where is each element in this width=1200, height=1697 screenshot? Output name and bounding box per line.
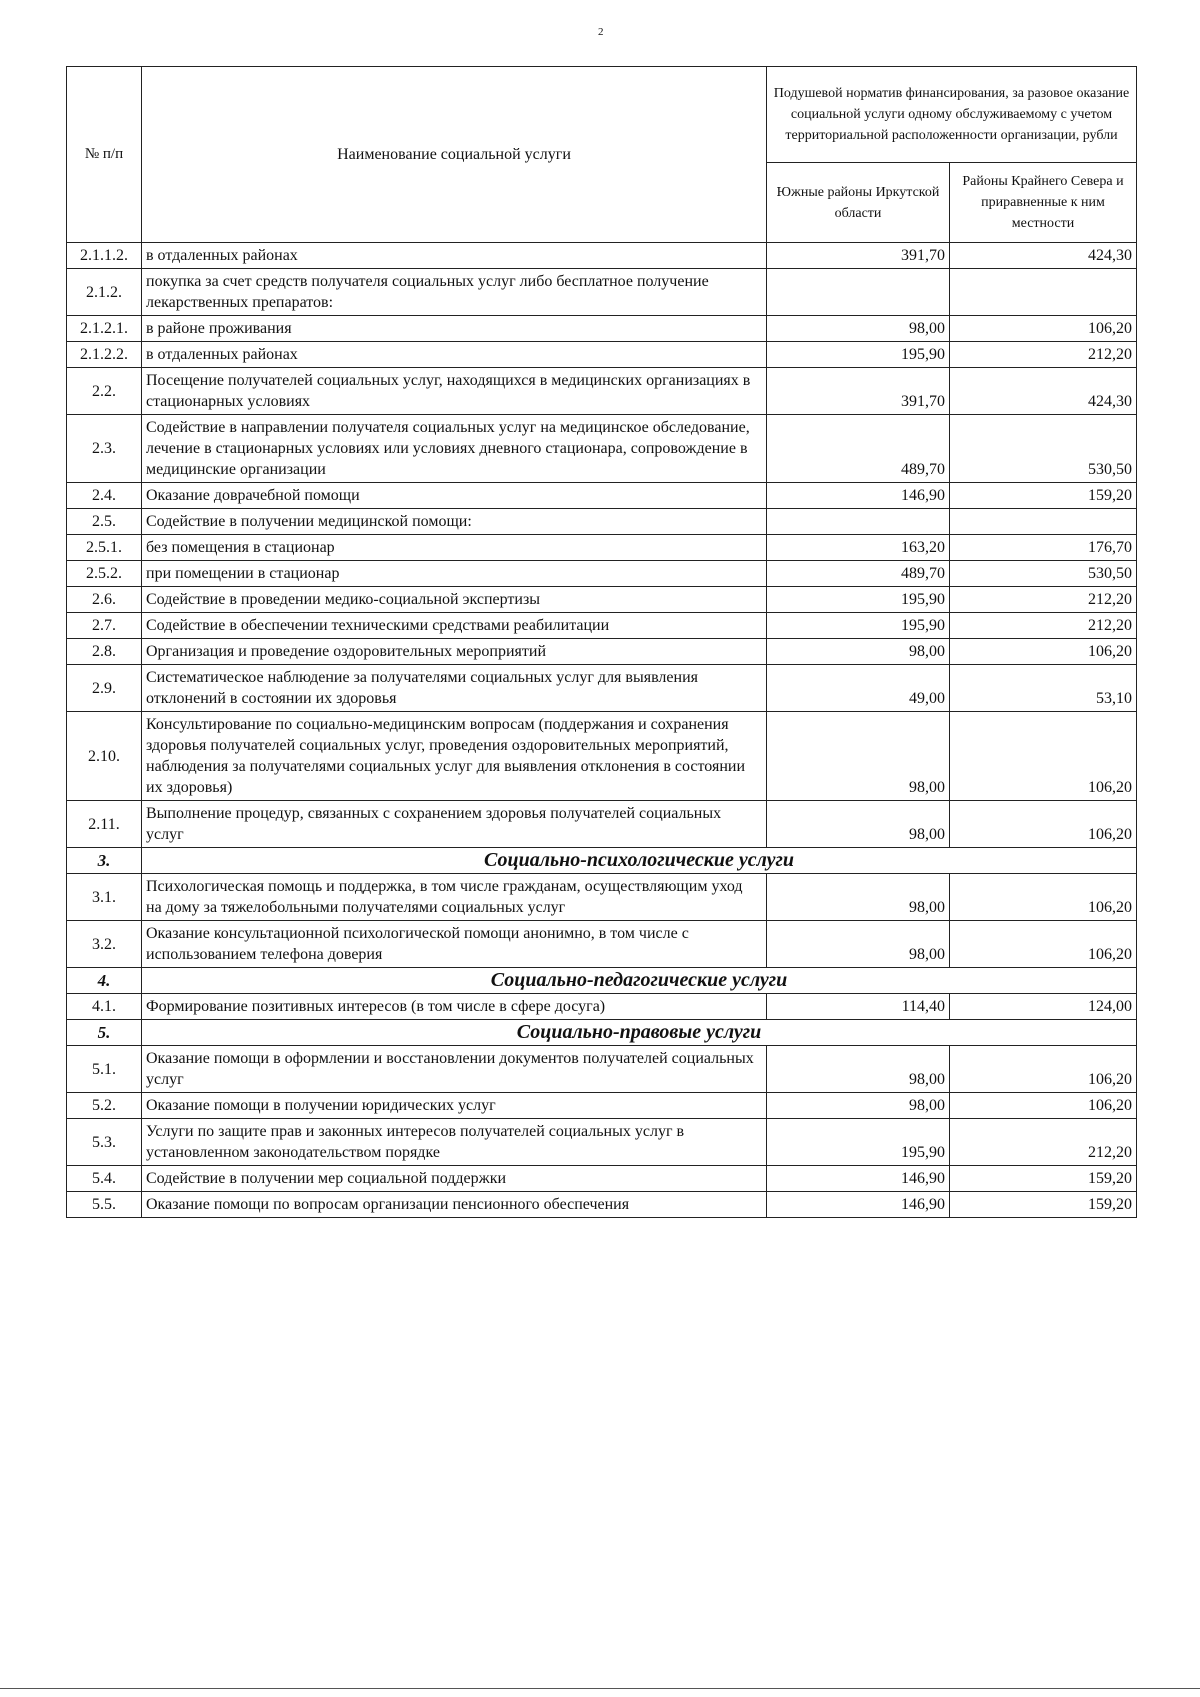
- service-name: Организация и проведение оздоровительных мероприятий: [142, 639, 767, 665]
- south-value: 391,70: [767, 368, 950, 415]
- row-number: 2.8.: [67, 639, 142, 665]
- south-value: 146,90: [767, 1166, 950, 1192]
- service-name: Оказание доврачебной помощи: [142, 483, 767, 509]
- section-title: Социально-правовые услуги: [142, 1020, 1137, 1046]
- service-name: Психологическая помощь и поддержка, в том числе гражданам, осуществляющим уход на дому за тяжелобольными получателями социальных услуг: [142, 874, 767, 921]
- south-value: 98,00: [767, 639, 950, 665]
- row-number: 5.5.: [67, 1192, 142, 1218]
- row-number: 2.9.: [67, 665, 142, 712]
- row-number: 2.5.2.: [67, 561, 142, 587]
- table-row: [67, 269, 1137, 316]
- section-number: 3.: [67, 848, 142, 874]
- page-number: 2: [598, 26, 604, 38]
- row-number: 4.1.: [67, 994, 142, 1020]
- service-name: Выполнение процедур, связанных с сохранением здоровья получателей социальных услуг: [142, 801, 767, 848]
- service-name: при помещении в стационар: [142, 561, 767, 587]
- service-name: в отдаленных районах: [142, 243, 767, 269]
- table-row: [67, 1119, 1137, 1166]
- north-value: 159,20: [950, 1166, 1137, 1192]
- row-number: 2.1.1.2.: [67, 243, 142, 269]
- north-value: 212,20: [950, 613, 1137, 639]
- service-name: Содействие в направлении получателя социальных услуг на медицинское обследование, лечение в стационарных условиях или условиях дневного стационара, сопровождение в медицинские организации: [142, 415, 767, 483]
- south-value: 195,90: [767, 587, 950, 613]
- header-num: № п/п: [67, 67, 142, 243]
- south-value: 489,70: [767, 415, 950, 483]
- table-row: [67, 1192, 1137, 1218]
- service-name: Содействие в проведении медико-социальной экспертизы: [142, 587, 767, 613]
- service-name: Консультирование по социально-медицинским вопросам (поддержания и сохранения здоровья получателей социальных услуг, проведения оздоровительных мероприятий, наблюдения за получателями социальных услуг для выявления отклонения в состоянии их здоровья): [142, 712, 767, 801]
- table-row: [67, 921, 1137, 968]
- south-value: 98,00: [767, 316, 950, 342]
- south-value: 49,00: [767, 665, 950, 712]
- row-number: 3.1.: [67, 874, 142, 921]
- north-value: 530,50: [950, 415, 1137, 483]
- row-number: 5.2.: [67, 1093, 142, 1119]
- south-value: 98,00: [767, 874, 950, 921]
- north-value: 530,50: [950, 561, 1137, 587]
- south-value: 98,00: [767, 1093, 950, 1119]
- service-name: Оказание помощи по вопросам организации пенсионного обеспечения: [142, 1192, 767, 1218]
- service-name: Оказание помощи в оформлении и восстановлении документов получателей социальных услуг: [142, 1046, 767, 1093]
- north-value: 424,30: [950, 243, 1137, 269]
- row-number: 2.5.: [67, 509, 142, 535]
- row-number: 2.4.: [67, 483, 142, 509]
- service-name: Содействие в получении медицинской помощи:: [142, 509, 767, 535]
- table-row: [67, 587, 1137, 613]
- south-value: 146,90: [767, 483, 950, 509]
- north-value: 176,70: [950, 535, 1137, 561]
- table-row: [67, 316, 1137, 342]
- section-number: 4.: [67, 968, 142, 994]
- section-row: [67, 968, 1137, 994]
- service-name: Систематическое наблюдение за получателями социальных услуг для выявления отклонений в состоянии их здоровья: [142, 665, 767, 712]
- row-number: 2.10.: [67, 712, 142, 801]
- service-name: Содействие в получении мер социальной поддержки: [142, 1166, 767, 1192]
- table-row: [67, 1046, 1137, 1093]
- south-value: 98,00: [767, 712, 950, 801]
- row-number: 2.6.: [67, 587, 142, 613]
- service-name: Услуги по защите прав и законных интересов получателей социальных услуг в установленном законодательством порядке: [142, 1119, 767, 1166]
- header-name: Наименование социальной услуги: [142, 67, 767, 243]
- south-value: 195,90: [767, 1119, 950, 1166]
- table-row: [67, 994, 1137, 1020]
- service-name: без помещения в стационар: [142, 535, 767, 561]
- service-name: в отдаленных районах: [142, 342, 767, 368]
- table-row: [67, 561, 1137, 587]
- north-value: 124,00: [950, 994, 1137, 1020]
- row-number: 5.3.: [67, 1119, 142, 1166]
- south-value: 195,90: [767, 613, 950, 639]
- north-value: 106,20: [950, 712, 1137, 801]
- table-row: [67, 665, 1137, 712]
- row-number: 5.4.: [67, 1166, 142, 1192]
- south-value: 98,00: [767, 921, 950, 968]
- table-header: [67, 67, 1137, 243]
- bottom-rule: [0, 1688, 1200, 1689]
- table-row: [67, 1093, 1137, 1119]
- north-value: 106,20: [950, 316, 1137, 342]
- service-name: Оказание консультационной психологической помощи анонимно, в том числе с использованием телефона доверия: [142, 921, 767, 968]
- table-row: [67, 509, 1137, 535]
- section-title: Социально-педагогические услуги: [142, 968, 1137, 994]
- table-body: [67, 243, 1137, 1218]
- table-row: [67, 874, 1137, 921]
- north-value: [950, 269, 1137, 316]
- north-value: 106,20: [950, 1093, 1137, 1119]
- north-value: [950, 509, 1137, 535]
- north-value: 53,10: [950, 665, 1137, 712]
- table-row: [67, 712, 1137, 801]
- service-name: Посещение получателей социальных услуг, находящихся в медицинских организациях в стационарных условиях: [142, 368, 767, 415]
- south-value: 98,00: [767, 801, 950, 848]
- row-number: 2.1.2.: [67, 269, 142, 316]
- row-number: 3.2.: [67, 921, 142, 968]
- section-title: Социально-психологические услуги: [142, 848, 1137, 874]
- header-financing: Подушевой норматив финансирования, за разовое оказание социальной услуги одному обслуживаемому с учетом территориальной расположенности организации, рубли: [767, 67, 1137, 163]
- header-north: Районы Крайнего Севера и приравненные к ним местности: [950, 163, 1137, 243]
- north-value: 106,20: [950, 921, 1137, 968]
- table-row: [67, 415, 1137, 483]
- row-number: 2.11.: [67, 801, 142, 848]
- service-name: Формирование позитивных интересов (в том числе в сфере досуга): [142, 994, 767, 1020]
- table-row: [67, 613, 1137, 639]
- south-value: 391,70: [767, 243, 950, 269]
- south-value: 489,70: [767, 561, 950, 587]
- row-number: 2.5.1.: [67, 535, 142, 561]
- north-value: 212,20: [950, 587, 1137, 613]
- section-row: [67, 848, 1137, 874]
- services-table: [66, 66, 1137, 1218]
- south-value: 114,40: [767, 994, 950, 1020]
- service-name: покупка за счет средств получателя социальных услуг либо бесплатное получение лекарственных препаратов:: [142, 269, 767, 316]
- table-row: [67, 535, 1137, 561]
- table-row: [67, 801, 1137, 848]
- north-value: 106,20: [950, 874, 1137, 921]
- north-value: 159,20: [950, 1192, 1137, 1218]
- row-number: 2.2.: [67, 368, 142, 415]
- table-row: [67, 368, 1137, 415]
- north-value: 106,20: [950, 1046, 1137, 1093]
- north-value: 212,20: [950, 1119, 1137, 1166]
- north-value: 424,30: [950, 368, 1137, 415]
- table-row: [67, 483, 1137, 509]
- section-row: [67, 1020, 1137, 1046]
- service-name: в районе проживания: [142, 316, 767, 342]
- north-value: 212,20: [950, 342, 1137, 368]
- table-row: [67, 639, 1137, 665]
- section-number: 5.: [67, 1020, 142, 1046]
- row-number: 5.1.: [67, 1046, 142, 1093]
- north-value: 159,20: [950, 483, 1137, 509]
- row-number: 2.1.2.1.: [67, 316, 142, 342]
- south-value: [767, 509, 950, 535]
- table-row: [67, 1166, 1137, 1192]
- south-value: 146,90: [767, 1192, 950, 1218]
- row-number: 2.1.2.2.: [67, 342, 142, 368]
- south-value: [767, 269, 950, 316]
- south-value: 98,00: [767, 1046, 950, 1093]
- service-name: Содействие в обеспечении техническими средствами реабилитации: [142, 613, 767, 639]
- service-name: Оказание помощи в получении юридических услуг: [142, 1093, 767, 1119]
- north-value: 106,20: [950, 801, 1137, 848]
- south-value: 163,20: [767, 535, 950, 561]
- header-south: Южные районы Иркутской области: [767, 163, 950, 243]
- table-row: [67, 342, 1137, 368]
- row-number: 2.7.: [67, 613, 142, 639]
- table-row: [67, 243, 1137, 269]
- row-number: 2.3.: [67, 415, 142, 483]
- north-value: 106,20: [950, 639, 1137, 665]
- south-value: 195,90: [767, 342, 950, 368]
